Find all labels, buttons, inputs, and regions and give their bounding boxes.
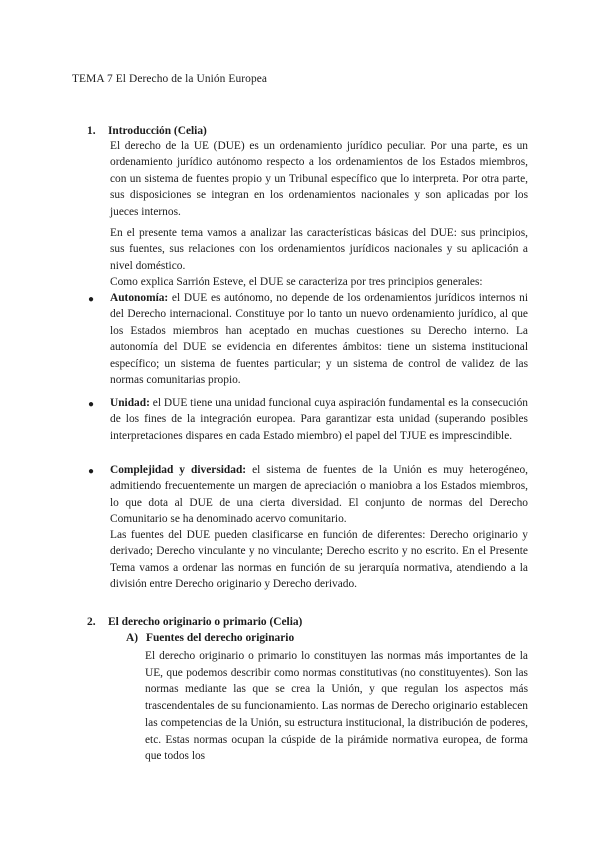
section-1-paragraph-4: Las fuentes del DUE pueden clasificarse en función de diferentes: Derecho originario y derivado; Derecho vinculante y no vinculante; Derecho escrito y no escrito. En el Presente Tema vamos a ordenar las normas en función de su jerarquía normativa, atendiendo a la división entre Derecho originario y Derecho derivado. bbox=[110, 529, 528, 591]
bullet-term: Autonomía: bbox=[110, 292, 169, 304]
bullet-autonomia bbox=[110, 290, 528, 389]
subsection-a-heading bbox=[126, 632, 294, 644]
bullet-text: el DUE tiene una unidad funcional cuya aspiración fundamental es la consecución de los fines de la integración europea. Para garantizar esta unidad (superando posibles interpretaciones dispares en cada Estado miembro) el papel del TJUE es imprescindible. bbox=[110, 397, 528, 442]
section-1-paragraph-3: Como explica Sarrión Esteve, el DUE se caracteriza por tres principios generales: bbox=[110, 276, 483, 288]
bullet-term: Unidad: bbox=[110, 397, 150, 409]
subsection-title: Fuentes del derecho originario bbox=[146, 632, 295, 644]
section-2-heading bbox=[87, 616, 302, 628]
bullet-marker: ● bbox=[88, 294, 95, 305]
section-1-intro: El derecho de la UE (DUE) es un ordenamiento jurídico peculiar. Por una parte, es un ordenamiento jurídico autónomo respecto a los ordenamientos de los Estados miembros, con un sistema de fuentes propio y un Tribunal específico que lo interpreta. Por otra parte, sus disposiciones se integran en los ordenamientos nacionales y son aplicadas por los jueces internos. bbox=[110, 140, 528, 218]
bullet-complejidad bbox=[110, 462, 528, 528]
document-title: TEMA 7 El Derecho de la Unión Europea bbox=[72, 73, 268, 85]
section-1-number: 1. bbox=[87, 125, 96, 137]
bullet-text: el DUE es autónomo, no depende de los ordenamientos jurídicos internos ni del Derecho internacional. Constituye por lo tanto un nuevo ordenamiento jurídico, al que los Estados miembros han aceptado en muchas cuestiones su Derecho interno. La autonomía del DUE se evidencia en diferentes ámbitos: tiene un sistema institucional específico; un sistema de fuentes particular; y un sistema de control de validez de las normas comunitarias propio. bbox=[110, 292, 528, 387]
section-2-number: 2. bbox=[87, 616, 96, 628]
subsection-a-paragraph: El derecho originario o primario lo constituyen las normas más importantes de la UE, que podemos describir como normas constitutivas (no constituyentes). Son las normas mediante las que se crea la Unión, y que regulan los aspectos más trascendentales de su funcionamiento. Las normas de Derecho originario establecen las competencias de la Unión, su estructura institucional, la distribución de poderes, etc. Estas normas ocupan la cúspide de la pirámide normativa europea, de forma que todos los bbox=[145, 650, 528, 763]
subsection-letter: A) bbox=[126, 632, 139, 644]
bullet-term: Complejidad y diversidad: bbox=[110, 464, 247, 476]
section-1-paragraph-2: En el presente tema vamos a analizar las características básicas del DUE: sus principios, sus fuentes, sus relaciones con los ordenamientos jurídicos nacionales y su aplicación a nivel doméstico. bbox=[110, 227, 528, 272]
section-1-heading bbox=[87, 125, 207, 137]
bullet-text: el sistema de fuentes de la Unión es muy heterogéneo, admitiendo frecuentemente un margen de apreciación o maniobra a los Estados miembros, lo que dota al DUE de una cierta diversidad. El conjunto de normas del Derecho Comunitario se ha denominado acervo comunitario. bbox=[110, 464, 528, 526]
bullet-unidad bbox=[110, 395, 528, 444]
section-1-title: Introducción (Celia) bbox=[108, 125, 207, 137]
section-2-title: El derecho originario o primario (Celia) bbox=[108, 616, 303, 628]
bullet-marker: ● bbox=[88, 399, 95, 410]
bullet-marker: ● bbox=[88, 466, 95, 477]
